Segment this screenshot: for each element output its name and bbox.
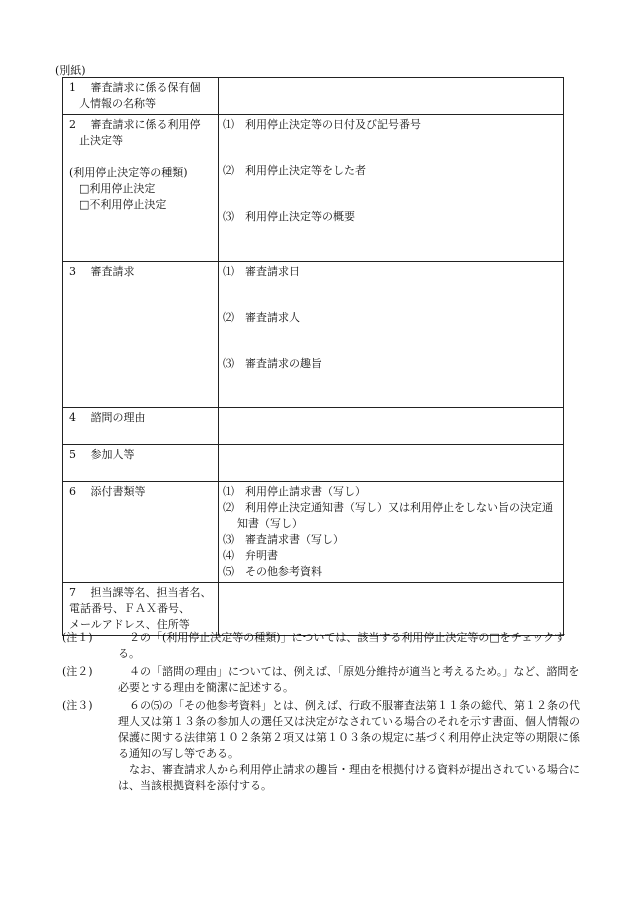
checkbox-use-stop[interactable]: □利用停止決定 (79, 182, 156, 195)
row-7-value[interactable] (219, 583, 564, 636)
attachment-label: (別紙) (55, 64, 86, 77)
row-2-value: ⑴ 利用停止決定等の日付及び記号番号 ⑵ 利用停止決定等をした者 ⑶ 利用停止決定等の概要 (219, 115, 564, 262)
note-2: (注２) ４の「諮問の理由」については、例えば、「原処分維持が適当と考えるため。」など、諮問を必要とする理由を簡潔に記述する。 (62, 665, 580, 694)
row-6-label: 6 添付書類等 (63, 482, 219, 583)
row-5-value[interactable] (219, 445, 564, 482)
note-1: (注１) ２の「(利用停止決定等の種類)」については、該当する利用停止決定等の□をチェックする。 (62, 631, 566, 660)
note-3: (注３) ６の⑸の「その他参考資料」とは、例えば、行政不服審査法第１１条の総代、第１２条の代理人又は第１３条の参加人の選任又は決定がなされている場合のそれを示す書面、個人情報の保護に関する法律第１０２条第２項又は第１０３条の規定に基づく利用停止決定等の期限に係る通知の写し等である。 なお、審査請求人から利用停止請求の趣旨・理由を根拠付ける資料が提出されている場合には、当該根拠資料を添付する。 (62, 699, 580, 792)
row-2-label: 2 審査請求に係る利用停 止決定等 (利用停止決定等の種類) □利用停止決定 □不利用停止決定 (63, 115, 219, 262)
form-row-4 (63, 408, 564, 445)
form-row-1 (63, 78, 564, 115)
row-3-value: ⑴ 審査請求日 ⑵ 審査請求人 ⑶ 審査請求の趣旨 (219, 262, 564, 408)
row-4-label: 4 諮問の理由 (63, 408, 219, 445)
row-1-label: 1 審査請求に係る保有個 人情報の名称等 (63, 78, 219, 115)
request-form-table (62, 77, 564, 636)
form-row-6 (63, 482, 564, 583)
checkbox-non-use-stop[interactable]: □不利用停止決定 (79, 198, 167, 211)
notes-section (62, 630, 582, 796)
row-7-label: 7 担当課等名、担当者名、 電話番号、ＦＡＸ番号、 メールアドレス、住所等 (63, 583, 219, 636)
form-row-5 (63, 445, 564, 482)
row-3-label: 3 審査請求 (63, 262, 219, 408)
form-row-3 (63, 262, 564, 408)
row-6-value: ⑴ 利用停止請求書（写し） ⑵ 利用停止決定通知書（写し）又は利用停止をしない旨の決定通 知書（写し） ⑶ 審査請求書（写し） ⑷ 弁明書 ⑸ その他参考資料 (219, 482, 564, 583)
row-1-value[interactable] (219, 78, 564, 115)
form-row-2 (63, 115, 564, 262)
form-row-7 (63, 583, 564, 636)
row-5-label: 5 参加人等 (63, 445, 219, 482)
row-4-value[interactable] (219, 408, 564, 445)
